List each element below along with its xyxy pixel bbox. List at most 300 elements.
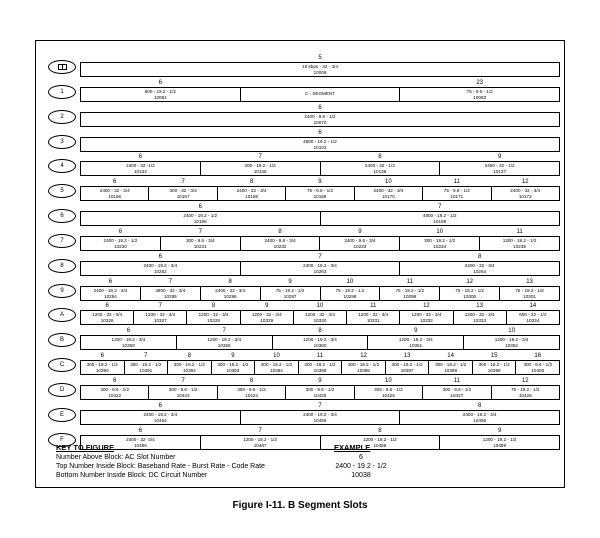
circuit-number: 10361 bbox=[409, 343, 423, 349]
segment-row bbox=[36, 327, 566, 352]
circuit-number: 10427 bbox=[450, 392, 464, 398]
slot-number: 11 bbox=[316, 353, 324, 360]
rate-text: 2400 - 19.2 - 3/4 bbox=[303, 411, 337, 417]
circuit-number: 10393 bbox=[226, 368, 240, 374]
segment-block bbox=[294, 303, 347, 324]
slot-number: 9 bbox=[497, 427, 502, 434]
circuit-number: 10426 bbox=[382, 392, 395, 398]
segment-block bbox=[454, 303, 507, 324]
rate-text: 300 - 9.6 - 3/4 bbox=[185, 237, 215, 243]
slot-number: 6 bbox=[118, 228, 123, 235]
circuit-number: 10199 bbox=[433, 219, 447, 225]
segment-block bbox=[480, 228, 559, 250]
segment-row bbox=[36, 352, 566, 377]
slot-number: 8 bbox=[478, 253, 482, 260]
slot-number: 5 bbox=[318, 55, 322, 61]
slot-number: 9 bbox=[318, 377, 322, 384]
slot-number: 6 bbox=[113, 377, 117, 384]
rate-text: 2400 - 32 -3/4 bbox=[126, 436, 155, 442]
slot-number: 8 bbox=[378, 427, 382, 434]
circuit-number: 10081 bbox=[153, 94, 167, 100]
segment-bar bbox=[80, 55, 560, 77]
circuit-number: 10168 bbox=[245, 194, 258, 200]
circuit-number: 10299 bbox=[403, 293, 417, 299]
slot-number: 11 bbox=[516, 228, 523, 235]
circuit-number: 10083 bbox=[473, 94, 487, 100]
segment-block bbox=[321, 154, 441, 175]
segment-block bbox=[149, 377, 217, 399]
segment-block bbox=[286, 377, 354, 399]
slot-number: 13 bbox=[526, 278, 533, 285]
rate-text: 1200 - 19.2 - 1/2 bbox=[482, 436, 517, 442]
row-label: B bbox=[48, 333, 76, 347]
segment-block bbox=[400, 402, 559, 424]
segment-block bbox=[218, 377, 286, 399]
rate-text: 2400 - 32 - 3/4 bbox=[99, 188, 130, 194]
rate-text: 75 - 19.2 - 1/2 bbox=[515, 287, 544, 293]
row-label: 8 bbox=[48, 259, 76, 273]
slot-number: 11 bbox=[453, 179, 460, 186]
circuit-number: 10102 bbox=[313, 144, 327, 150]
segment-block bbox=[440, 278, 500, 300]
segment-block bbox=[321, 278, 381, 300]
segment-bar bbox=[80, 154, 560, 176]
slot-number: 12 bbox=[521, 179, 529, 186]
example-slot: 6 bbox=[359, 454, 363, 461]
rate-text: 300 - 9.6 - 1/2 bbox=[374, 386, 403, 392]
segment-bar bbox=[80, 377, 560, 400]
circuit-number: 10330 bbox=[313, 318, 327, 324]
slot-number: 7 bbox=[318, 402, 322, 409]
slot-number: 6 bbox=[158, 253, 162, 260]
segment-block bbox=[81, 204, 321, 225]
row-label: 3 bbox=[48, 135, 76, 149]
slot-number: 7 bbox=[158, 303, 162, 310]
segment-block bbox=[81, 377, 149, 399]
circuit-number: 10428 bbox=[518, 392, 532, 398]
segment-block bbox=[241, 228, 321, 250]
segment-block bbox=[423, 179, 491, 200]
segment-row bbox=[36, 54, 566, 79]
slot-number: 6 bbox=[318, 104, 322, 111]
circuit-number: 10135 bbox=[253, 169, 267, 175]
segment-bar bbox=[80, 253, 560, 276]
circuit-number: 10298 bbox=[343, 293, 357, 299]
segment-rows bbox=[36, 54, 566, 452]
rate-text: 1200 - 32 - 3/4 bbox=[145, 312, 176, 318]
circuit-number: 10396 bbox=[357, 368, 370, 374]
rate-text: 75 - 19.2 - 1/2 bbox=[275, 287, 305, 293]
slot-number: 7 bbox=[144, 353, 148, 360]
circuit-number: 10331 bbox=[366, 318, 380, 324]
rate-text: 2400 - 9.6 - 3/4 bbox=[264, 237, 296, 243]
segment-block bbox=[241, 402, 401, 424]
segment-block bbox=[355, 377, 423, 399]
rate-text: 2400 - 19.2 - 3/4 bbox=[462, 411, 497, 417]
figure-frame bbox=[35, 40, 565, 488]
circuit-number: 10425 bbox=[313, 392, 327, 398]
slot-number: 7 bbox=[181, 377, 185, 384]
circuit-number: 10230 bbox=[114, 243, 127, 249]
segment-block bbox=[255, 353, 299, 374]
slot-number: 9 bbox=[231, 353, 235, 360]
rate-text: 300 - 19.2 - 1/2 bbox=[244, 163, 276, 169]
slot-number: 6 bbox=[108, 278, 113, 285]
segment-block bbox=[400, 303, 453, 324]
segment-block bbox=[400, 79, 559, 101]
row-label: 9 bbox=[48, 284, 76, 298]
segment-block bbox=[464, 328, 559, 349]
rate-text: 2400 - 32 - 3/4 bbox=[236, 188, 267, 194]
row-label: 4 bbox=[48, 159, 76, 173]
slot-number: 8 bbox=[187, 353, 192, 360]
slot-number: 6 bbox=[158, 402, 162, 409]
rate-text: 1200 - 32 - 3/4 bbox=[358, 312, 389, 318]
rate-text: 75 - 19.2 - 1/2 bbox=[455, 287, 484, 293]
circuit-number: 10233 bbox=[353, 243, 367, 249]
segment-bar bbox=[80, 79, 560, 102]
segment-block bbox=[386, 353, 430, 374]
key-title: KEY TO FIGURE bbox=[56, 443, 115, 452]
segment-bar bbox=[80, 278, 560, 301]
rate-text: 300 - 9.6 - 1/2 bbox=[442, 386, 472, 392]
segment-bar bbox=[80, 179, 560, 201]
segment-block bbox=[286, 179, 354, 200]
segment-row bbox=[36, 79, 566, 104]
segment-block bbox=[134, 303, 187, 324]
rate-text: 2400 - 19.2 - 3/4 bbox=[93, 287, 128, 293]
rate-text: 300 - 9.6 - 1/2 bbox=[523, 362, 553, 368]
rate-text: 2400 - 32 -1/2 bbox=[126, 163, 155, 169]
rate-text: 300 - 19.2 - 1/2 bbox=[130, 362, 162, 368]
segment-block bbox=[400, 253, 559, 275]
segment-block bbox=[161, 228, 241, 250]
circuit-number: 10326 bbox=[100, 318, 114, 324]
circuit-number: 10070 bbox=[313, 119, 327, 125]
circuit-number: 10296 bbox=[223, 293, 237, 299]
segment-bar bbox=[80, 228, 560, 251]
rate-text: 1200 - 19.2 - 3/4 bbox=[494, 337, 529, 343]
rate-text: 300 - 19.2 - 1/2 bbox=[304, 362, 336, 368]
circuit-number: 10329 bbox=[260, 318, 274, 324]
segment-block bbox=[81, 129, 559, 151]
row-label: C bbox=[48, 358, 76, 372]
segment-bar bbox=[80, 353, 560, 375]
rate-text: 2400 - 9.6 - 3/4 bbox=[344, 237, 376, 243]
segment-block bbox=[299, 353, 343, 374]
segment-block bbox=[81, 228, 161, 250]
circuit-number: 10295 bbox=[163, 293, 177, 299]
rate-text: 4800 - 19.2 - 1/2 bbox=[303, 138, 337, 144]
segment-block bbox=[81, 353, 125, 374]
circuit-number: 10487 bbox=[253, 442, 267, 448]
slot-number: 7 bbox=[168, 278, 172, 285]
rate-text: 1200 - 32 - 3/4 bbox=[198, 312, 229, 318]
segment-block bbox=[81, 303, 134, 324]
slot-number: 7 bbox=[222, 328, 226, 335]
rate-text: 300 - 19.2 - 1/2 bbox=[260, 362, 293, 368]
segment-block bbox=[347, 303, 400, 324]
circuit-number: 10332 bbox=[420, 318, 433, 324]
rate-text: 300 - 9.6 - 1/2 bbox=[168, 386, 198, 392]
circuit-number: 10137 bbox=[493, 169, 507, 175]
slot-number: 9 bbox=[288, 278, 292, 285]
circuit-number: 10395 bbox=[313, 368, 327, 374]
slot-number: 9 bbox=[497, 154, 502, 161]
rate-text: 75 - 19.2 - 1/2 bbox=[395, 287, 425, 293]
example-title: EXAMPLE bbox=[334, 443, 371, 452]
circuit-number: 10169 bbox=[313, 194, 327, 200]
circuit-number: 10399 bbox=[487, 368, 501, 374]
slot-number: 10 bbox=[436, 228, 444, 235]
rate-text: 300 - 19.2 - 1/2 bbox=[424, 237, 456, 243]
slot-number: 10 bbox=[316, 303, 324, 310]
segment-bar bbox=[80, 129, 560, 152]
book-icon bbox=[48, 60, 76, 74]
rate-text: 2400 - 32 - 1/2 bbox=[364, 163, 395, 169]
segment-row bbox=[36, 129, 566, 154]
rate-text: 600 - 19.2 - 1/2 bbox=[144, 88, 176, 94]
circuit-number: 10390 bbox=[95, 368, 109, 374]
segment-block bbox=[423, 377, 491, 399]
rate-text: 300 - 9.6 - 1/2 bbox=[305, 386, 335, 392]
segment-bar bbox=[80, 328, 560, 350]
segment-block bbox=[321, 204, 560, 225]
segment-block bbox=[177, 328, 273, 349]
segment-block bbox=[81, 154, 201, 175]
row-label: 1 bbox=[48, 85, 76, 99]
segment-block bbox=[261, 278, 321, 300]
slot-number: 6 bbox=[318, 129, 322, 136]
segment-block bbox=[492, 377, 559, 399]
circuit-number: 10486 bbox=[133, 442, 147, 448]
rate-text: 75 - 9.6 - 1/2 bbox=[466, 88, 493, 94]
book-icon bbox=[58, 64, 67, 70]
segment-block bbox=[368, 328, 464, 349]
circuit-number: 10235 bbox=[513, 243, 526, 249]
slot-number: 16 bbox=[534, 353, 542, 360]
circuit-number: 10231 bbox=[193, 243, 207, 249]
segment-bar bbox=[80, 303, 560, 325]
segment-block bbox=[320, 228, 400, 250]
circuit-number: 10232 bbox=[273, 243, 287, 249]
segment-row bbox=[36, 302, 566, 327]
segment-block bbox=[218, 179, 286, 200]
circuit-number: 10136 bbox=[373, 169, 387, 175]
segment-block bbox=[81, 278, 141, 300]
segment-row bbox=[36, 178, 566, 203]
rate-text: 1200 - 19.2 - 3/4 bbox=[398, 337, 433, 343]
circuit-number: 10392 bbox=[182, 368, 196, 374]
rate-text: 1200 - 32 - 3/4 bbox=[251, 312, 282, 318]
segment-block bbox=[492, 179, 559, 200]
slot-number: 6 bbox=[100, 353, 104, 360]
segment-block bbox=[473, 353, 517, 374]
slot-number: 7 bbox=[181, 179, 185, 186]
segment-block bbox=[507, 303, 559, 324]
slot-number: 10 bbox=[508, 328, 515, 335]
slot-number: 7 bbox=[258, 427, 262, 434]
rate-text: 300 - 19.2 - 1/2 bbox=[478, 362, 510, 368]
rate-text: 1200 - 32 - 3/4 bbox=[464, 312, 495, 318]
segment-block bbox=[149, 179, 217, 200]
segment-block bbox=[516, 353, 559, 374]
circuit-number: 10234 bbox=[433, 243, 447, 249]
rate-text: 600 - 32 - 1/2 bbox=[519, 312, 547, 318]
rate-text: 1200 - 19.2 - 3/4 bbox=[303, 337, 337, 343]
row-label: 2 bbox=[48, 110, 76, 124]
segment-row bbox=[36, 153, 566, 178]
rate-text: 1200 - 32 - 3/4 bbox=[411, 312, 442, 318]
key-line: Number Above Block: AC Slot Number bbox=[56, 454, 176, 461]
segment-block bbox=[81, 253, 241, 275]
rate-text: 2400 - 32 - 3/4 bbox=[464, 262, 495, 268]
rate-text: 300 - 9.6 - 1/2 bbox=[100, 386, 130, 392]
segment-block bbox=[380, 278, 440, 300]
circuit-number: 10454 bbox=[153, 417, 167, 423]
rate-text: 1200 - 32 - 3/4 bbox=[305, 312, 335, 318]
segment-block bbox=[81, 402, 241, 424]
segment-row bbox=[36, 203, 566, 228]
rate-text: C - SEGMENT bbox=[304, 90, 336, 96]
rate-text: 300 - 19.2 - 1/2 bbox=[391, 362, 423, 368]
segment-block bbox=[241, 88, 401, 101]
circuit-number: 10263 bbox=[313, 268, 327, 274]
circuit-number: 10359 bbox=[217, 343, 231, 349]
slot-number: 9 bbox=[358, 228, 362, 235]
segment-row bbox=[36, 278, 566, 303]
segment-block bbox=[81, 55, 559, 76]
segment-block bbox=[355, 179, 423, 200]
segment-block bbox=[342, 353, 386, 374]
circuit-number: 10172 bbox=[518, 194, 532, 200]
slot-number: 8 bbox=[378, 154, 382, 161]
rate-text: 2400 - 32 - 3/4 bbox=[510, 188, 541, 194]
rate-text: 2400 - 19.2 - 3/4 bbox=[303, 262, 337, 268]
slot-number: 10 bbox=[385, 377, 392, 384]
circuit-number: 10300 bbox=[463, 293, 477, 299]
circuit-number: 10170 bbox=[382, 194, 395, 200]
row-label: D bbox=[48, 383, 76, 397]
rate-text: 4800 - 19.2 - 1/2 bbox=[422, 213, 457, 219]
segment-row bbox=[36, 377, 566, 402]
slot-number: 9 bbox=[265, 303, 269, 310]
circuit-number: 10362 bbox=[505, 343, 518, 349]
row-label: 7 bbox=[48, 234, 76, 248]
circuit-number: 10394 bbox=[270, 368, 283, 374]
circuit-number: 10423 bbox=[176, 392, 190, 398]
slot-number: 6 bbox=[126, 328, 131, 335]
circuit-number: 10328 bbox=[207, 318, 220, 324]
circuit-number: 10397 bbox=[400, 368, 414, 374]
slot-number: 11 bbox=[370, 303, 377, 310]
slot-number: 13 bbox=[403, 353, 411, 360]
slot-number: 6 bbox=[105, 303, 109, 310]
circuit-number: 10424 bbox=[245, 392, 258, 398]
slot-number: 6 bbox=[138, 154, 143, 161]
row-label: A bbox=[48, 308, 76, 322]
segment-block bbox=[81, 179, 149, 200]
segment-bar bbox=[80, 104, 560, 127]
slot-number: 6 bbox=[198, 204, 202, 211]
rate-text: 75 - 9.6 - 1/2 bbox=[443, 188, 470, 194]
rate-text: 1200 - 19.2 - 1/2 bbox=[502, 237, 537, 243]
slot-number: 15 bbox=[490, 353, 498, 360]
slot-number: 6 bbox=[113, 179, 117, 186]
circuit-number: 10334 bbox=[526, 318, 540, 324]
slot-number: 23 bbox=[476, 79, 484, 86]
slot-number: 10 bbox=[385, 179, 392, 186]
circuit-number: 10198 bbox=[193, 219, 207, 225]
row-label: 5 bbox=[48, 184, 76, 198]
circuit-number: 10456 bbox=[473, 417, 487, 423]
rate-text: 2400 - 9.6 - 1/2 bbox=[304, 113, 336, 119]
row-label: F bbox=[48, 433, 76, 447]
circuit-number: 10166 bbox=[108, 194, 122, 200]
segment-block bbox=[201, 278, 261, 300]
slot-number: 12 bbox=[360, 353, 367, 360]
slot-number: 7 bbox=[438, 204, 442, 211]
rate-text: 1200 - 19.2 - 1/2 bbox=[363, 436, 397, 442]
rate-text: 300 - 9.6 - 1/2 bbox=[237, 386, 266, 392]
circuit-number: 10489 bbox=[493, 442, 507, 448]
example-rates: 2400 - 19.2 - 1/2 bbox=[335, 463, 387, 470]
rate-text: 300 - 19.2 - 1/2 bbox=[217, 362, 249, 368]
rate-text: 300 - 19.2 - 1/2 bbox=[86, 362, 118, 368]
segment-block bbox=[500, 278, 559, 300]
slot-number: 6 bbox=[158, 79, 162, 86]
segment-block bbox=[400, 228, 480, 250]
rate-text: 2400 - 32 - 3/4 bbox=[215, 287, 246, 293]
segment-block bbox=[212, 353, 256, 374]
circuit-number: 10400 bbox=[531, 368, 545, 374]
slot-number: 12 bbox=[466, 278, 474, 285]
slot-number: 11 bbox=[406, 278, 413, 285]
circuit-number: 10455 bbox=[313, 417, 327, 423]
row-label: 6 bbox=[48, 209, 76, 223]
rate-text: 16 kbps - 32 - 3/4 bbox=[302, 64, 338, 69]
segment-block bbox=[241, 303, 294, 324]
slot-number: 7 bbox=[258, 154, 262, 161]
slot-number: 8 bbox=[228, 278, 232, 285]
circuit-number: 10167 bbox=[176, 194, 190, 200]
key-section bbox=[56, 443, 536, 483]
slot-number: 14 bbox=[529, 303, 537, 310]
slot-number: 8 bbox=[278, 228, 282, 235]
segment-block bbox=[81, 328, 177, 349]
segment-block bbox=[201, 154, 321, 175]
slot-number: 10 bbox=[273, 353, 280, 360]
rate-text: 1200 - 19.2 - 3/4 bbox=[111, 337, 146, 343]
circuit-number: 10327 bbox=[153, 318, 167, 324]
rate-text: 300 - 32 - 3/4 bbox=[169, 188, 197, 194]
circuit-number: 10006 bbox=[313, 70, 327, 75]
circuit-number: 10264 bbox=[473, 268, 487, 274]
slot-number: 6 bbox=[138, 427, 143, 434]
segment-block bbox=[273, 328, 369, 349]
circuit-number: 10333 bbox=[473, 318, 487, 324]
rate-text: 300 - 19.2 - 1/2 bbox=[347, 362, 380, 368]
slot-number: 9 bbox=[318, 179, 322, 186]
circuit-number: 10391 bbox=[139, 368, 153, 374]
slot-number: 13 bbox=[476, 303, 483, 310]
segment-bar bbox=[80, 204, 560, 226]
rate-text: 1200 - 19.2 - 3/4 bbox=[207, 337, 242, 343]
slot-number: 9 bbox=[414, 328, 418, 335]
rate-text: 300 - 19.2 - 1/2 bbox=[173, 362, 205, 368]
slot-number: 7 bbox=[198, 228, 202, 235]
segment-row bbox=[36, 228, 566, 253]
